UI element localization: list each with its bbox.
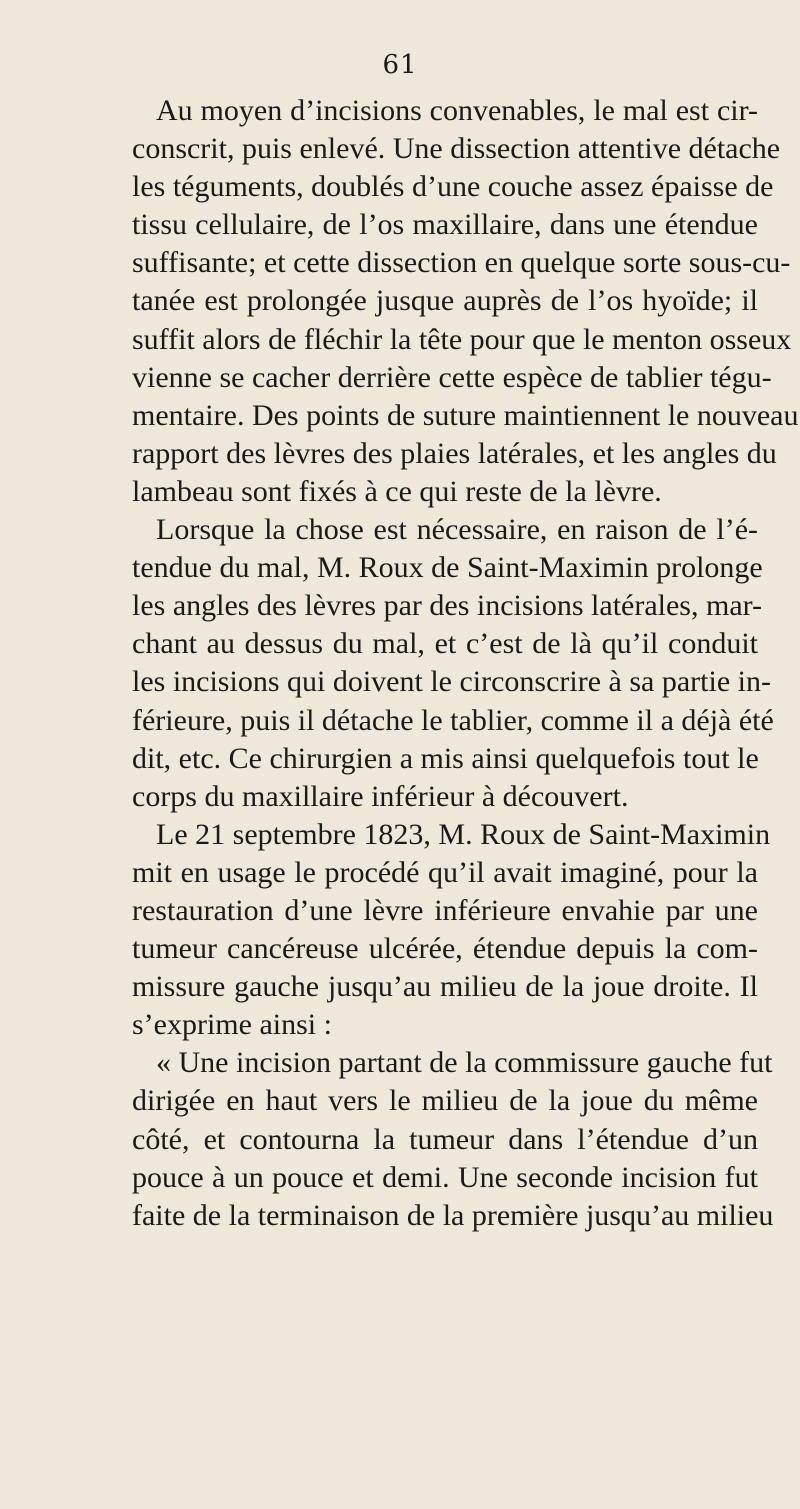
text-line: « Une incision partant de la commissure gauche fut bbox=[156, 1046, 773, 1080]
text-line: Au moyen d’incisions convenables, le mal est cir- bbox=[156, 94, 758, 127]
text-line: tendue du mal, M. Roux de Saint-Maximin prolonge bbox=[132, 551, 763, 585]
text-line: tanée est prolongée jusque auprès de l’os hyoïde; il bbox=[132, 284, 758, 318]
text-line: mit en usage le procédé qu’il avait imaginé, pour la bbox=[132, 855, 758, 889]
text-line: les incisions qui doivent le circonscrire à sa partie in- bbox=[132, 665, 771, 699]
text-line: suffisante; et cette dissection en quelque sorte sous-cu- bbox=[132, 246, 791, 280]
text-line: vienne se cacher derrière cette espèce de tablier tégu- bbox=[132, 360, 772, 394]
text-line: férieure, puis il détache le tablier, comme il a déjà été bbox=[132, 703, 774, 737]
text-line: les angles des lèvres par des incisions latérales, mar- bbox=[132, 589, 763, 623]
text-line: missure gauche jusqu’au milieu de la joue droite. Il bbox=[132, 970, 758, 1004]
text-line: tissu cellulaire, de l’os maxillaire, dans une étendue bbox=[132, 208, 758, 242]
text-line: Le 21 septembre 1823, M. Roux de Saint-Maximin bbox=[156, 817, 771, 851]
text-line: lambeau sont fixés à ce qui reste de la lèvre. bbox=[132, 474, 662, 508]
text-line: les téguments, doublés d’une couche assez épaisse de bbox=[132, 170, 774, 204]
text-line: corps du maxillaire inférieur à découvert. bbox=[132, 779, 629, 813]
text-line: faite de la terminaison de la première jusqu’au milieu bbox=[132, 1198, 774, 1232]
text-line: rapport des lèvres des plaies latérales, et les angles du bbox=[132, 436, 777, 470]
text-line: chant au dessus du mal, et c’est de là qu’il conduit bbox=[132, 627, 758, 661]
text-line: dirigée en haut vers le milieu de la joue du même bbox=[132, 1084, 758, 1118]
text-line: Lorsque la chose est nécessaire, en raison de l’é- bbox=[156, 513, 758, 547]
page-number: 61 bbox=[382, 50, 418, 80]
text-line: côté, et contourna la tumeur dans l’étendue d’un bbox=[132, 1122, 758, 1156]
text-line: conscrit, puis enlevé. Une dissection attentive détache bbox=[132, 132, 781, 166]
body-text bbox=[132, 92, 799, 1235]
text-line: mentaire. Des points de suture maintiennent le nouveau bbox=[132, 398, 799, 432]
text-line: pouce à un pouce et demi. Une seconde incision fut bbox=[132, 1160, 758, 1194]
text-line: dit, etc. Ce chirurgien a mis ainsi quelquefois tout le bbox=[132, 741, 759, 775]
text-line: tumeur cancéreuse ulcérée, étendue depuis la com- bbox=[132, 932, 758, 966]
text-line: suffit alors de fléchir la tête pour que le menton osseux bbox=[132, 322, 792, 356]
text-line: restauration d’une lèvre inférieure envahie par une bbox=[132, 893, 758, 927]
text-line: s’exprime ainsi : bbox=[132, 1008, 332, 1042]
